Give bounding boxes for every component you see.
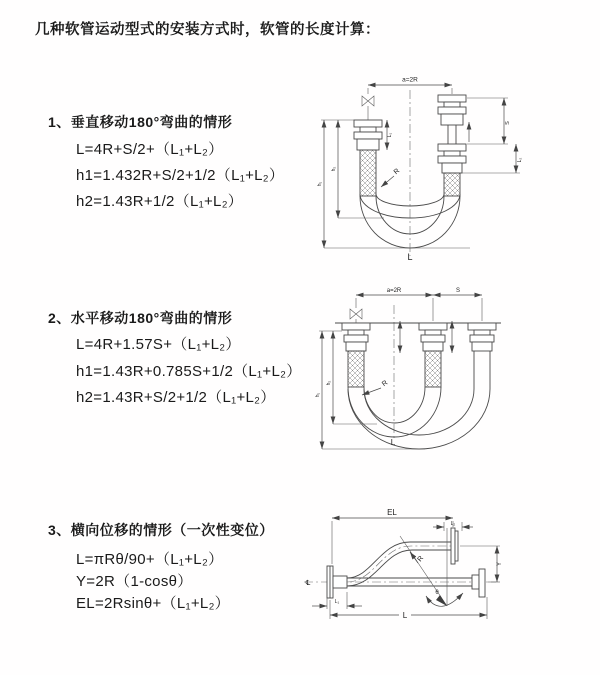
d2-left-braid-hose bbox=[348, 351, 364, 387]
d2-middle-braid-hose bbox=[425, 351, 441, 387]
d2-dim-label-s: S bbox=[455, 288, 461, 294]
d1-right-pipe bbox=[438, 95, 466, 196]
d3-dim-label-y: Y bbox=[497, 561, 503, 567]
d2-length-label: L bbox=[390, 438, 396, 447]
d3-dim-l1 bbox=[312, 592, 362, 609]
d1-radius-label: R bbox=[392, 167, 402, 177]
d1-dim-s bbox=[467, 98, 511, 144]
section-2-formula-1: L=4R+1.57S+（L₁+L₂） bbox=[76, 336, 241, 353]
d3-dim-el bbox=[332, 508, 453, 564]
d1-dim-l2 bbox=[462, 144, 523, 173]
section-1-formula-1: L=4R+S/2+（L₁+L₂） bbox=[76, 141, 224, 158]
d3-lower-right-flange bbox=[479, 569, 485, 597]
d2-left-pipe bbox=[342, 323, 370, 387]
d1-dim-label-l2: L₂ bbox=[517, 157, 523, 163]
section-3-formula-1: L=πRθ/90+（L₁+L₂） bbox=[76, 551, 224, 568]
d3-curved-hose bbox=[347, 528, 458, 586]
d2-dim-h1 bbox=[315, 331, 425, 449]
d3-straight-position-tube bbox=[347, 569, 485, 597]
d2-dim-label-a2r: a=2R bbox=[386, 288, 402, 294]
section-2-formula-2: h1=1.43R+0.785S+1/2（L₁+L₂） bbox=[76, 363, 302, 380]
d3-dim-label-l2: L₂ bbox=[450, 521, 456, 527]
page-title: 几种软管运动型式的安装方式时，软管的长度计算： bbox=[35, 22, 380, 38]
d2-hose-loops bbox=[348, 351, 490, 449]
d3-theta-label: θ bbox=[435, 590, 439, 596]
d2-valve-icon bbox=[350, 309, 362, 323]
d1-valve-icon bbox=[362, 96, 374, 120]
section-3-formula-2: Y=2R（1-cosθ） bbox=[76, 573, 193, 590]
section-2-formula-3: h2=1.43R+S/2+1/2（L₁+L₂） bbox=[76, 389, 276, 406]
section-2-heading: 2、水平移动180°弯曲的情形 bbox=[48, 310, 233, 326]
section-1-formula-2: h1=1.432R+S/2+1/2（L₁+L₂） bbox=[76, 167, 285, 184]
d3-centerline-symbol: ℄ bbox=[305, 580, 311, 587]
d2-dim-label-h2: h₂ bbox=[326, 380, 332, 386]
diagram-lateral-displacement bbox=[300, 502, 600, 648]
d2-radius-leader bbox=[362, 379, 389, 395]
d1-radius-leader bbox=[381, 168, 401, 187]
d1-left-braid-hose bbox=[360, 150, 376, 196]
d2-dim-s bbox=[433, 288, 482, 295]
d1-dim-l1 bbox=[387, 120, 393, 150]
d1-dim-label-h1: h₁ bbox=[317, 181, 323, 187]
section-3-heading: 3、横向位移的情形（一次性变位） bbox=[48, 522, 274, 538]
d1-dim-label-a2r: a=2R bbox=[402, 76, 418, 84]
d3-dim-label-l1: L₁ bbox=[334, 599, 340, 605]
d3-dim-label-l: L bbox=[402, 611, 408, 620]
d1-length-label: L bbox=[407, 252, 413, 262]
d2-middle-pipe bbox=[419, 323, 447, 387]
d2-radius-label: R bbox=[381, 379, 390, 389]
d2-dim-a2r bbox=[356, 288, 433, 295]
d1-right-braid-hose bbox=[444, 173, 460, 196]
d2-right-pipe bbox=[468, 323, 496, 351]
d3-upper-right-flange bbox=[451, 528, 455, 564]
d1-dim-label-s: S bbox=[505, 121, 511, 125]
diagram-vertical-180-bend bbox=[310, 68, 600, 263]
diagram-horizontal-180-bend bbox=[305, 283, 600, 463]
section-3-formula-3: EL=2Rsinθ+（L₁+L₂） bbox=[76, 595, 230, 612]
d1-dim-label-l1: L₁ bbox=[387, 132, 393, 138]
section-1-heading: 1、垂直移动180°弯曲的情形 bbox=[48, 114, 233, 130]
d3-radius-label: R bbox=[416, 554, 426, 564]
section-1-formula-3: h2=1.43R+1/2（L₁+L₂） bbox=[76, 193, 244, 210]
d3-dim-label-el: EL bbox=[387, 508, 397, 517]
d1-dim-label-h2: h₂ bbox=[331, 166, 337, 172]
d3-dim-l bbox=[330, 597, 487, 620]
d3-left-flange bbox=[327, 566, 347, 598]
d2-dim-label-h1: h₁ bbox=[315, 392, 321, 398]
d1-left-pipe bbox=[354, 120, 382, 196]
